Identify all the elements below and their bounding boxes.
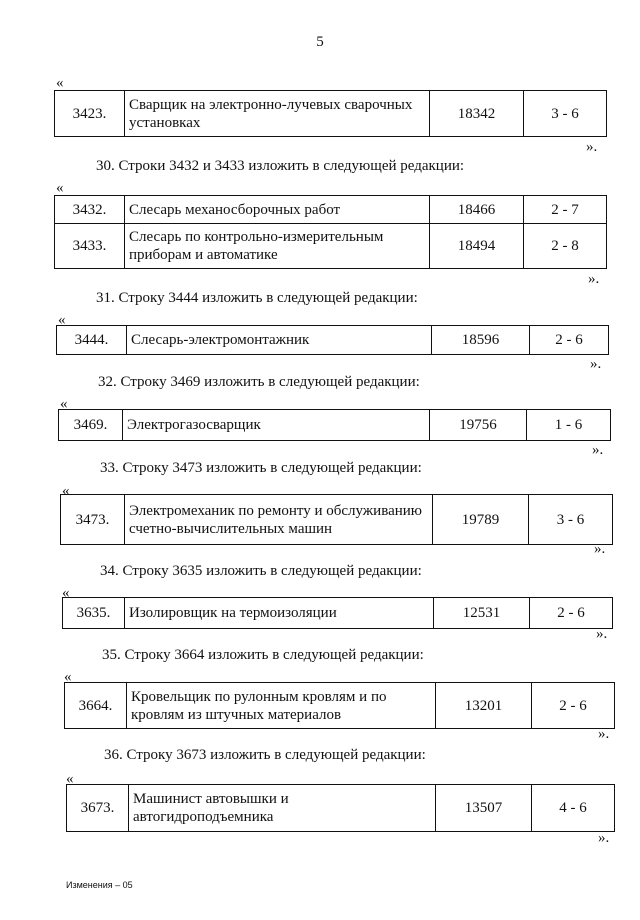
- row-profession: Электрогазосварщик: [123, 410, 430, 441]
- open-quote: «: [62, 585, 70, 601]
- open-quote: «: [56, 180, 64, 196]
- table-row: [67, 785, 615, 832]
- amendment-table: [60, 494, 613, 545]
- row-number: 18596: [432, 326, 530, 355]
- row-profession: Сварщик на электронно-лучевых сварочных установках: [125, 91, 430, 137]
- row-number: 19789: [433, 495, 529, 545]
- instruction-text: 35. Строку 3664 изложить в следующей редакции:: [102, 647, 424, 663]
- row-profession: Слесарь-электромонтажник: [127, 326, 432, 355]
- amendment-table: [64, 682, 615, 729]
- row-code: 3635.: [63, 598, 125, 629]
- row-code: 3423.: [55, 91, 125, 137]
- row-grade-range: 3 - 6: [524, 91, 607, 137]
- row-number: 18466: [430, 196, 524, 224]
- row-number: 12531: [434, 598, 530, 629]
- row-grade-range: 2 - 7: [524, 196, 607, 224]
- open-quote: «: [62, 483, 70, 499]
- table-row: [55, 224, 607, 269]
- row-number: 13507: [436, 785, 532, 832]
- amendment-table: [54, 90, 607, 137]
- footer-note: Изменения – 05: [66, 880, 133, 890]
- close-quote: ».: [588, 271, 600, 287]
- close-quote: ».: [596, 626, 608, 642]
- row-number: 19756: [430, 410, 527, 441]
- open-quote: «: [60, 396, 68, 412]
- amendment-table: [62, 597, 613, 629]
- amendment-table: [54, 195, 607, 269]
- row-code: 3664.: [65, 683, 127, 729]
- open-quote: «: [66, 771, 74, 787]
- instruction-text: 30. Строки 3432 и 3433 изложить в следующей редакции:: [96, 158, 465, 174]
- table-row: [61, 495, 613, 545]
- open-quote: «: [64, 669, 72, 685]
- row-code: 3433.: [55, 224, 125, 269]
- row-profession: Слесарь механосборочных работ: [125, 196, 430, 224]
- amendment-table: [58, 409, 611, 441]
- instruction-text: 31. Строку 3444 изложить в следующей редакции:: [96, 290, 418, 306]
- instruction-text: 34. Строку 3635 изложить в следующей редакции:: [100, 563, 422, 579]
- instruction-text: 36. Строку 3673 изложить в следующей редакции:: [104, 747, 426, 763]
- table-row: [55, 196, 607, 224]
- row-profession: Кровельщик по рулонным кровлям и по кровлям из штучных материалов: [127, 683, 436, 729]
- row-grade-range: 2 - 6: [530, 598, 613, 629]
- row-profession: Слесарь по контрольно-измерительным приборам и автоматике: [125, 224, 430, 269]
- instruction-text: 33. Строку 3473 изложить в следующей редакции:: [100, 460, 422, 476]
- amendment-table: [66, 784, 615, 832]
- close-quote: ».: [598, 726, 610, 742]
- close-quote: ».: [592, 442, 604, 458]
- close-quote: ».: [590, 356, 602, 372]
- amendment-table: [56, 325, 609, 355]
- row-profession: Изолировщик на термоизоляции: [125, 598, 434, 629]
- close-quote: ».: [598, 830, 610, 846]
- close-quote: ».: [594, 541, 606, 557]
- row-number: 18342: [430, 91, 524, 137]
- table-row: [59, 410, 611, 441]
- row-number: 13201: [436, 683, 532, 729]
- open-quote: «: [56, 75, 64, 91]
- row-code: 3473.: [61, 495, 125, 545]
- table-row: [63, 598, 613, 629]
- row-code: 3673.: [67, 785, 129, 832]
- row-code: 3444.: [57, 326, 127, 355]
- row-grade-range: 4 - 6: [532, 785, 615, 832]
- table-row: [55, 91, 607, 137]
- row-grade-range: 1 - 6: [527, 410, 611, 441]
- instruction-text: 32. Строку 3469 изложить в следующей редакции:: [98, 374, 420, 390]
- row-profession: Машинист автовышки и автогидроподъемника: [129, 785, 436, 832]
- row-grade-range: 3 - 6: [529, 495, 613, 545]
- row-grade-range: 2 - 6: [530, 326, 609, 355]
- close-quote: ».: [586, 139, 598, 155]
- page-number: 5: [316, 34, 324, 50]
- row-profession: Электромеханик по ремонту и обслуживанию счетно-вычислительных машин: [125, 495, 433, 545]
- row-code: 3432.: [55, 196, 125, 224]
- row-grade-range: 2 - 6: [532, 683, 615, 729]
- table-row: [65, 683, 615, 729]
- row-code: 3469.: [59, 410, 123, 441]
- open-quote: «: [58, 312, 66, 328]
- row-number: 18494: [430, 224, 524, 269]
- table-row: [57, 326, 609, 355]
- row-grade-range: 2 - 8: [524, 224, 607, 269]
